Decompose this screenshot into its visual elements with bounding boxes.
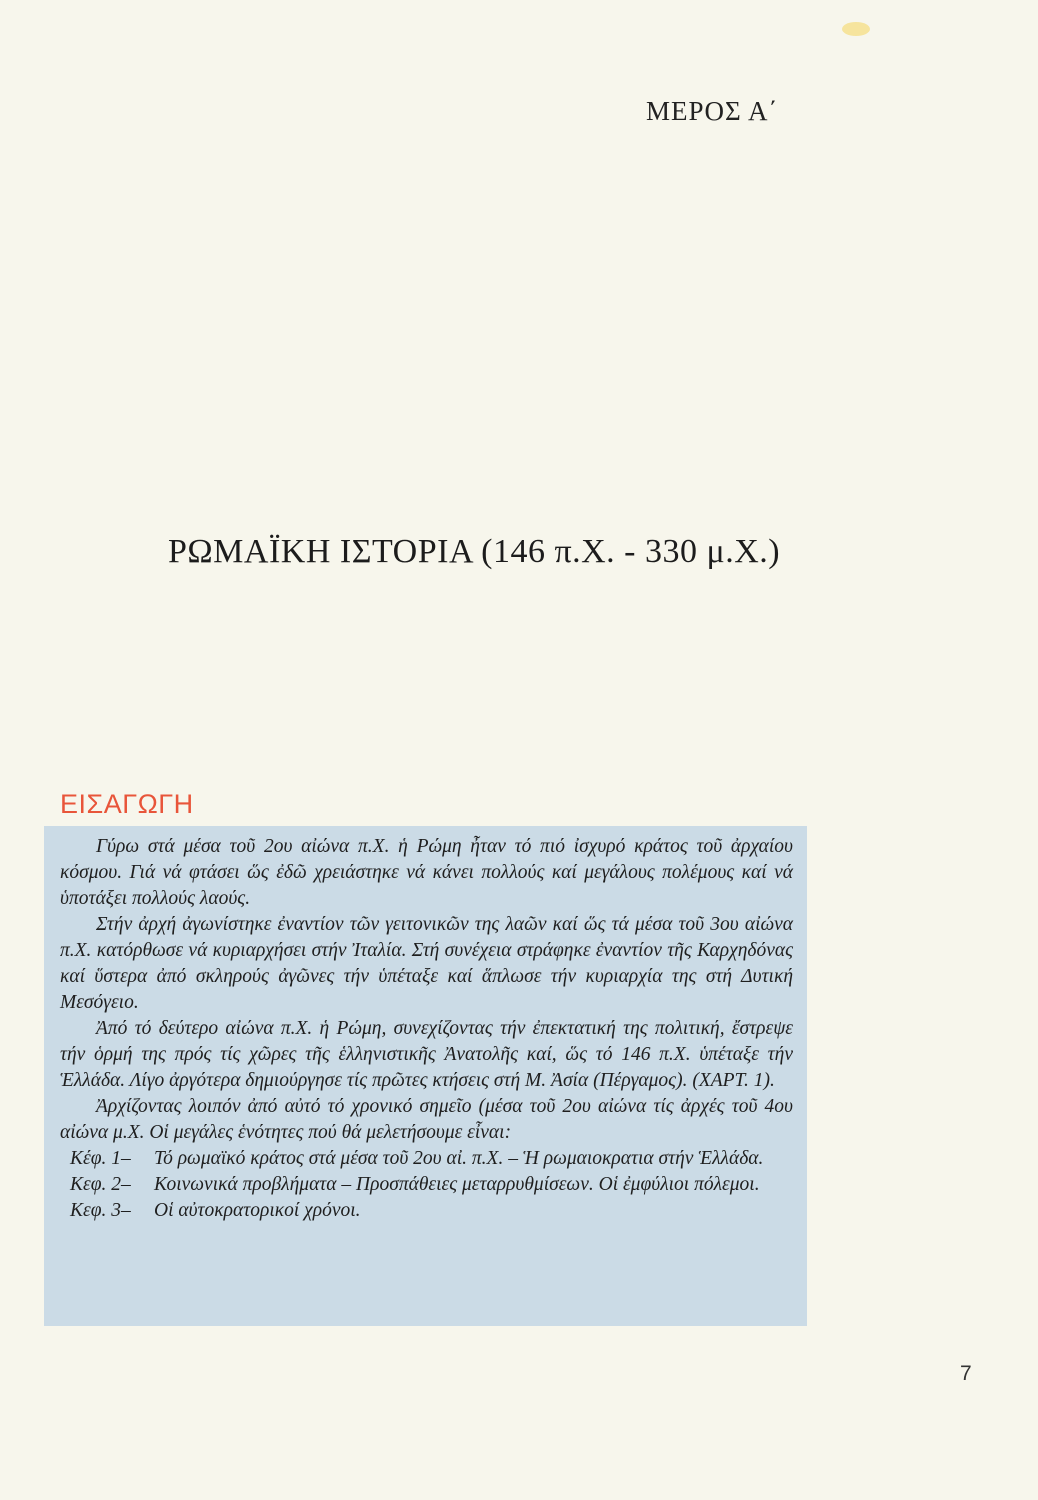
intro-paragraph-4: Ἀρχίζοντας λοιπόν ἀπό αὐτό τό χρονικό σημεῖο (μέσα τοῦ 2ου αἰώνα τίς ἀρχές τοῦ 4ου αἰώνα μ.Χ. Οἱ μεγάλες ἑνότητες πού θά μελετήσουμε εἶναι: [60, 1096, 793, 1143]
chapter-number: Κεφ. 2– [70, 1174, 131, 1195]
intro-box [44, 826, 807, 1326]
section-heading: ΕΙΣΑΓΩΓΗ [60, 789, 194, 819]
chapter-number: Κεφ. 3– [70, 1200, 131, 1221]
intro-paragraph-3: Ἀπό τό δεύτερο αἰώνα π.Χ. ἡ Ρώμη, συνεχίζοντας τήν ἐπεκτατική της πολιτική, ἔστρεψε τήν ὁρμή της πρός τίς χῶρες τῆς ἑλληνιστικῆς Ἀνατολῆς καί, ὥς τό 146 π.Χ. ὑπέταξε τήν Ἑλλάδα. Λίγο ἀργότερα δημιούργησε τίς πρῶτες κτήσεις στή Μ. Ἀσία (Πέργαμος). (ΧΑΡΤ. 1). [60, 1018, 793, 1091]
chapter-item [60, 1198, 793, 1224]
page-number: 7 [960, 1362, 972, 1385]
part-label: ΜΕΡΟΣ Α΄ [646, 96, 779, 126]
page-title: ΡΩΜΑΪΚΗ ΙΣΤΟΡΙΑ (146 π.Χ. - 330 μ.Χ.) [168, 533, 781, 570]
chapter-list [60, 1146, 793, 1224]
chapter-title: Τό ρωμαϊκό κράτος στά μέσα τοῦ 2ου αἰ. π.Χ. – Ἡ ρωμαιοκρατια στήν Ἑλλάδα. [154, 1148, 764, 1169]
chapter-title: Κοινωνικά προβλήματα – Προσπάθειες μεταρρυθμίσεων. Οἱ ἐμφύλιοι πόλεμοι. [154, 1174, 760, 1195]
chapter-item [60, 1172, 793, 1198]
chapter-number: Κέφ. 1– [70, 1148, 131, 1169]
chapter-item [60, 1146, 793, 1172]
paper-smudge [842, 22, 870, 36]
intro-paragraph-1: Γύρω στά μέσα τοῦ 2ου αἰώνα π.Χ. ἡ Ρώμη ἦταν τό πιό ἰσχυρό κράτος τοῦ ἀρχαίου κόσμου. Γιά νά φτάσει ὥς ἐδῶ χρειάστηκε νά κάνει πολλούς καί μεγάλους πολέμους καί νά ὑποτάξει πολλούς λαούς. [60, 836, 793, 909]
intro-paragraph-2: Στήν ἀρχή ἀγωνίστηκε ἐναντίον τῶν γειτονικῶν της λαῶν καί ὥς τά μέσα τοῦ 3ου αἰώνα π.Χ. κατόρθωσε νά κυριαρχήσει στήν Ἰταλία. Στή συνέχεια στράφηκε ἐναντίον τῆς Καρχηδόνας καί ὕστερα ἀπό σκληρούς ἀγῶνες τήν ὑπέταξε καί ἅπλωσε τήν κυριαρχία της στή Δυτική Μεσόγειο. [60, 914, 793, 1013]
chapter-title: Οἱ αὐτοκρατορικοί χρόνοι. [154, 1200, 361, 1221]
